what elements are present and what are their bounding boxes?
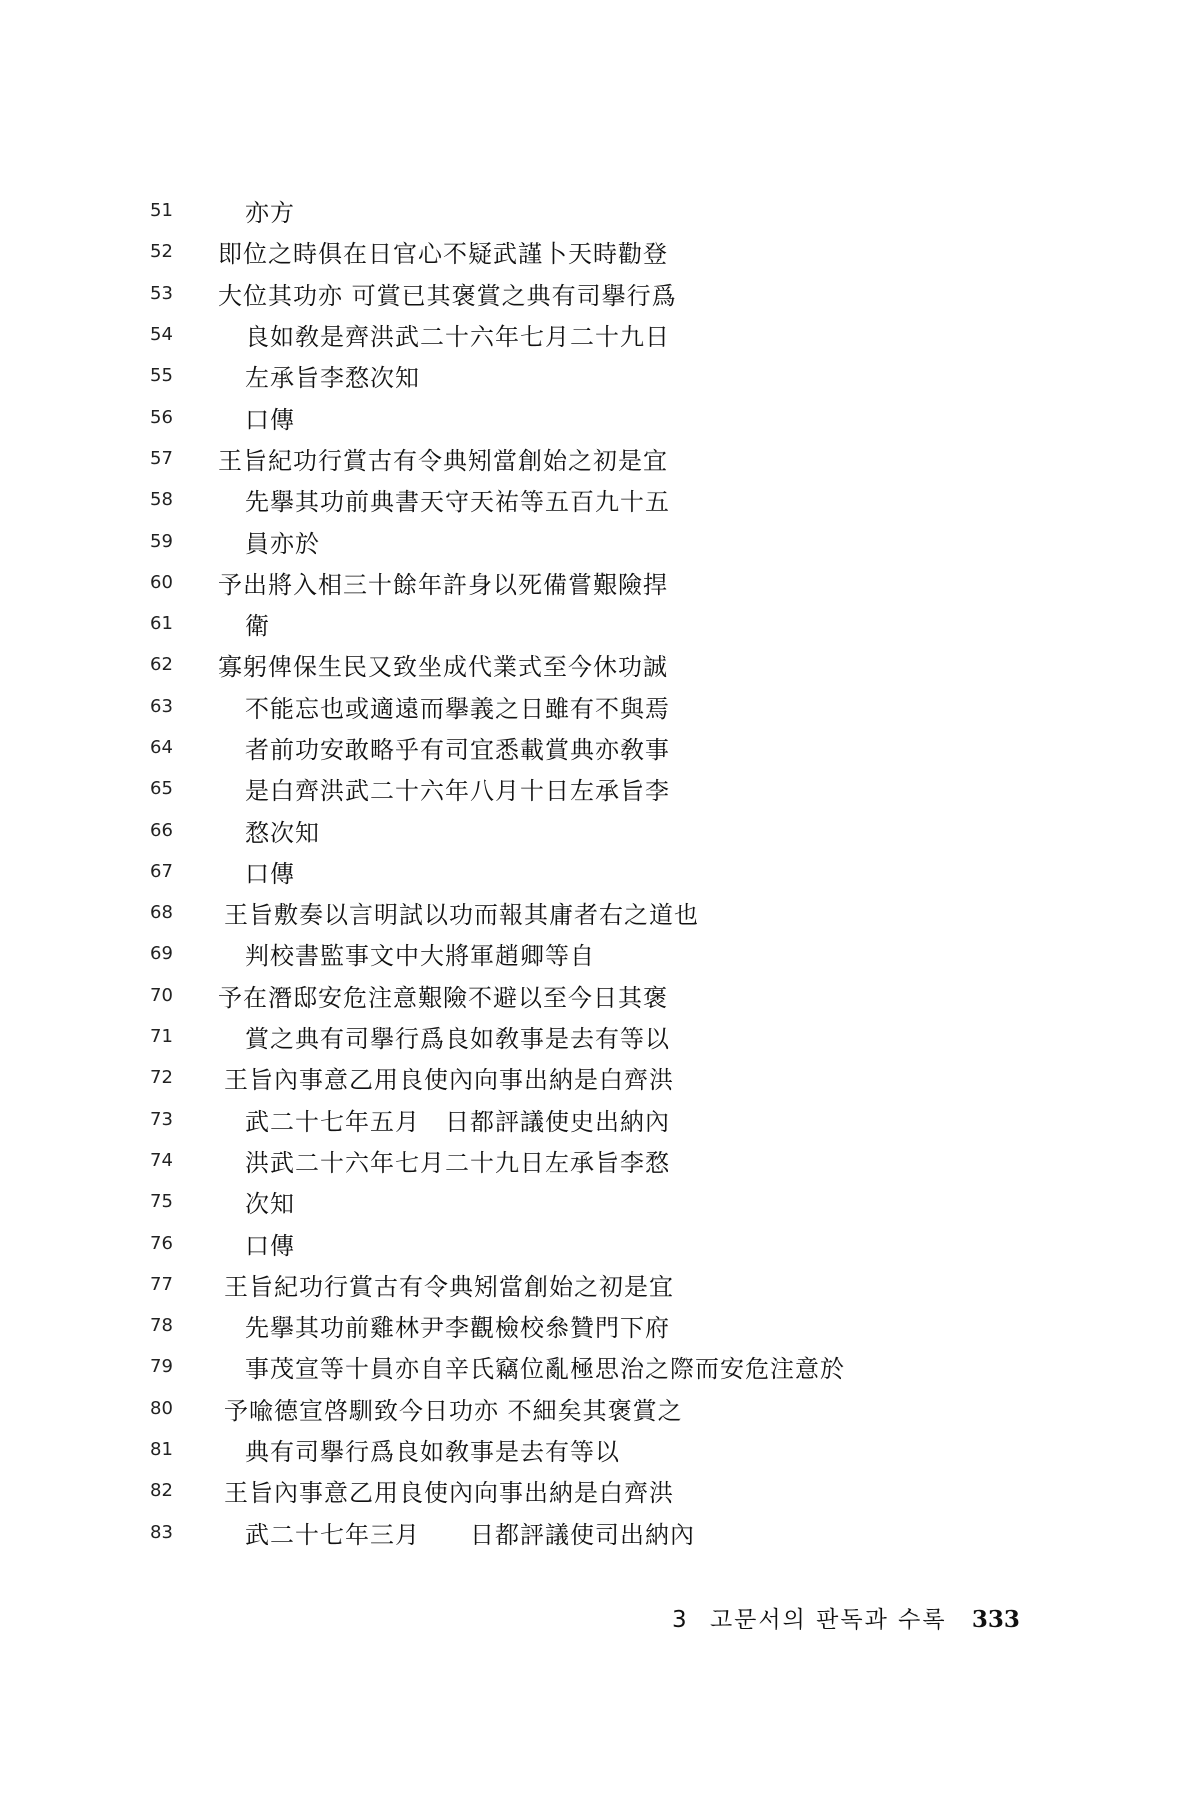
line-number: 52	[150, 241, 173, 263]
line-number: 80	[150, 1397, 173, 1419]
transcription-lines	[150, 190, 1150, 1553]
line-text: 武二十七年五月 日都評議使史出納內	[245, 1107, 670, 1136]
line-text: 先擧其功前典書天守天祐等五百九十五	[245, 488, 670, 517]
line-text: 予在潛邸安危注意艱險不避以至今日其褒	[218, 983, 668, 1012]
line-text: 口傳	[245, 859, 295, 888]
text-line	[150, 933, 1150, 974]
line-text: 即位之時俱在日官心不疑武謹卜天時勸登	[218, 240, 668, 269]
line-number: 56	[150, 406, 173, 428]
line-text: 左承旨李愗次知	[245, 364, 420, 393]
line-number: 71	[150, 1026, 173, 1048]
text-line	[150, 1346, 1150, 1387]
line-number: 55	[150, 365, 173, 387]
line-number: 51	[150, 200, 173, 222]
line-number: 62	[150, 654, 173, 676]
text-line	[150, 190, 1150, 231]
text-line	[150, 892, 1150, 933]
text-line	[150, 1222, 1150, 1263]
line-number: 74	[150, 1149, 173, 1171]
line-number: 77	[150, 1273, 173, 1295]
text-line	[150, 1099, 1150, 1140]
line-number: 82	[150, 1480, 173, 1502]
line-text: 武二十七年三月 日都評議使司出納內	[245, 1520, 695, 1549]
line-text: 賞之典有司擧行爲良如敎事是去有等以	[245, 1025, 670, 1054]
line-text: 判校書監事文中大將軍趙卿等自	[245, 942, 595, 971]
text-line	[150, 314, 1150, 355]
line-number: 63	[150, 695, 173, 717]
text-line	[150, 562, 1150, 603]
line-number: 66	[150, 819, 173, 841]
line-number: 73	[150, 1108, 173, 1130]
text-line	[150, 355, 1150, 396]
line-number: 54	[150, 324, 173, 346]
text-line	[150, 479, 1150, 520]
line-text: 王旨內事意乙用良使內向事出納是白齊洪	[224, 1479, 674, 1508]
line-number: 65	[150, 778, 173, 800]
line-text: 寡躬俾保生民又致坐成代業式至今休功誠	[218, 653, 668, 682]
text-line	[150, 1512, 1150, 1553]
text-line	[150, 1057, 1150, 1098]
line-text: 王旨敷奏以言明試以功而報其庸者右之道也	[224, 901, 699, 930]
line-text: 大位其功亦 可賞已其褒賞之典有司擧行爲	[218, 281, 677, 310]
line-text: 事茂宣等十員亦自辛氏竊位亂極思治之際而安危注意於	[245, 1355, 845, 1384]
line-text: 是白齊洪武二十六年八月十日左承旨李	[245, 777, 670, 806]
line-text: 予出將入相三十餘年許身以死備嘗艱險捍	[218, 570, 668, 599]
text-line	[150, 396, 1150, 437]
line-text: 員亦於	[245, 529, 320, 558]
page-number: 333	[971, 1606, 1020, 1633]
line-text: 王旨紀功行賞古有令典矧當創始之初是宜	[224, 1272, 674, 1301]
text-line	[150, 520, 1150, 561]
line-text: 口傳	[245, 1231, 295, 1260]
text-line	[150, 1140, 1150, 1181]
text-line	[150, 851, 1150, 892]
line-number: 70	[150, 984, 173, 1006]
text-line	[150, 438, 1150, 479]
text-line	[150, 809, 1150, 850]
line-number: 79	[150, 1356, 173, 1378]
line-text: 衛	[245, 612, 270, 641]
chapter-number: 3	[672, 1607, 687, 1633]
line-number: 75	[150, 1191, 173, 1213]
line-text: 王旨內事意乙用良使內向事出納是白齊洪	[224, 1066, 674, 1095]
text-line	[150, 1181, 1150, 1222]
text-line	[150, 644, 1150, 685]
line-number: 83	[150, 1521, 173, 1543]
line-text: 者前功安敢略乎有司宜悉載賞典亦敎事	[245, 736, 670, 764]
text-line	[150, 975, 1150, 1016]
line-number: 53	[150, 282, 173, 304]
line-number: 68	[150, 902, 173, 924]
line-number: 58	[150, 489, 173, 511]
line-text: 口傳	[245, 405, 295, 434]
line-number: 67	[150, 860, 173, 882]
line-number: 59	[150, 530, 173, 552]
running-title: 고문서의 판독과 수록	[709, 1607, 947, 1633]
text-line	[150, 686, 1150, 727]
line-number: 72	[150, 1067, 173, 1089]
line-number: 81	[150, 1439, 173, 1461]
line-text: 愗次知	[245, 818, 320, 847]
text-line	[150, 1470, 1150, 1511]
text-line	[150, 273, 1150, 314]
line-number: 78	[150, 1315, 173, 1337]
line-text: 王旨紀功行賞古有令典矧當創始之初是宜	[218, 446, 668, 475]
line-number: 76	[150, 1232, 173, 1254]
line-text: 次知	[245, 1190, 295, 1219]
line-text: 洪武二十六年七月二十九日左承旨李愗	[245, 1148, 670, 1177]
page-footer	[672, 1601, 1020, 1634]
line-text: 亦方	[245, 199, 295, 228]
text-line	[150, 1264, 1150, 1305]
text-line	[150, 1016, 1150, 1057]
text-line	[150, 1388, 1150, 1429]
line-number: 64	[150, 737, 173, 758]
line-number: 57	[150, 447, 173, 469]
text-line	[150, 603, 1150, 644]
line-text: 良如敎是齊洪武二十六年七月二十九日	[245, 323, 670, 352]
line-text: 予喩德宣啓馴致今日功亦 不細矣其褒賞之	[224, 1396, 683, 1425]
line-number: 60	[150, 571, 173, 593]
text-line	[150, 1429, 1150, 1470]
line-text: 先擧其功前雞林尹李觀檢校叅贊門下府	[245, 1314, 670, 1343]
line-number: 69	[150, 943, 173, 965]
text-line	[150, 768, 1150, 809]
line-number: 61	[150, 613, 173, 635]
line-text: 典有司擧行爲良如敎事是去有等以	[245, 1438, 620, 1467]
text-line	[150, 727, 1150, 768]
text-line	[150, 1305, 1150, 1346]
line-text: 不能忘也或適遠而擧義之日雖有不與焉	[245, 694, 670, 723]
text-line	[150, 231, 1150, 272]
